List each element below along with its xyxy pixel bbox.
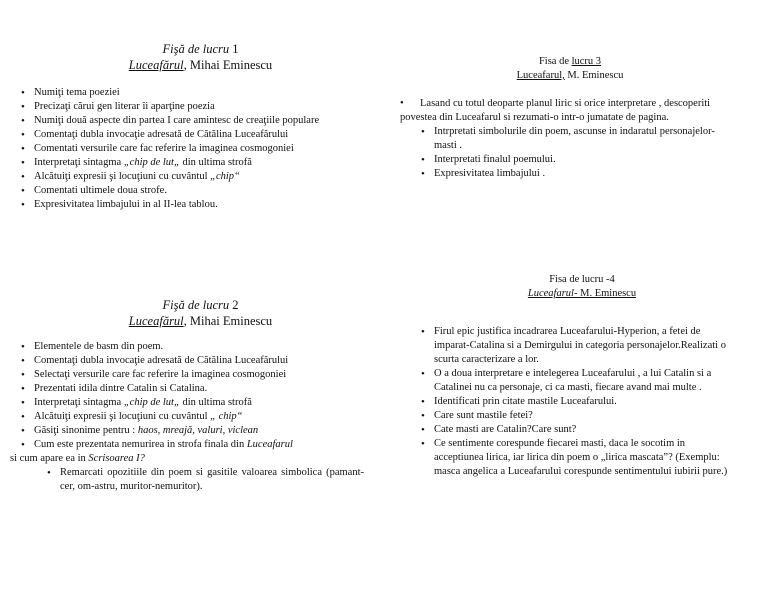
list-item: • Alcătuiţi expresii şi locuţiuni cu cuvântul „ chip“ <box>18 410 383 424</box>
list-item: • Cate masti are Catalin?Care sunt? <box>418 423 736 437</box>
list-item: • Comentaţi dubla invocaţie adresată de Cătălina Luceafărului <box>18 128 383 142</box>
worksheet-4-list <box>418 325 736 479</box>
worksheet-3-author: M. Eminescu <box>564 70 624 81</box>
worksheet-4-title: Fisa de lucru -4 <box>549 274 615 285</box>
worksheet-2-list <box>18 340 383 452</box>
worksheet-2-author: , Mihai Eminescu <box>183 314 273 328</box>
worksheet-3-title: Fisa de <box>538 56 572 67</box>
worksheet-2-header <box>18 298 383 328</box>
list-item: • Cum este prezentata nemurirea in strofa finala din Luceafarul <box>18 438 383 452</box>
worksheet-3-work: Luceafarul, <box>516 70 565 81</box>
worksheet-2 <box>10 298 383 494</box>
list-item: • Numiţi tema poeziei <box>18 86 383 100</box>
list-item: • Precizaţi cărui gen literar îi aparţine poezia <box>18 100 383 114</box>
list-item: • Interpretaţi sintagma „chip de lut„ din ultima strofă <box>18 156 383 170</box>
worksheet-1-author: , Mihai Eminescu <box>183 58 273 72</box>
worksheet-2-title: Fişă de lucru <box>162 298 230 312</box>
list-item: • Ce sentimente corespunde fiecarei masti, daca le socotim in acceptiunea lirica, iar lirica din poem o „lirica mascata”? (Exemplu: masca angelica a Luceafarului corespunde sentimentului iubirii pure.) <box>418 437 736 479</box>
worksheet-3-number: lucru 3 <box>571 56 602 67</box>
list-item: • Prezentati idila dintre Catalin si Catalina. <box>18 382 383 396</box>
worksheet-1 <box>18 42 383 212</box>
worksheet-1-list <box>18 86 383 212</box>
list-item: • Comentati ultimele doua strofe. <box>18 184 383 198</box>
list-item: • Identificati prin citate mastile Luceafarului. <box>418 395 736 409</box>
worksheet-1-title: Fişă de lucru <box>162 42 230 56</box>
worksheet-3 <box>400 55 730 181</box>
worksheet-1-work: Luceafărul <box>128 58 184 72</box>
worksheet-3-list <box>418 125 728 181</box>
bullet: • <box>400 98 404 109</box>
list-item: • Numiţi două aspecte din partea I care amintesc de creaţiile populare <box>18 114 383 128</box>
list-item: • Firul epic justifica incadrarea Luceafarului-Hyperion, a fetei de imparat-Catalina si a Demirgului in categoria personajelor.Realizati o scurta caracterizare a lor. <box>418 325 736 367</box>
list-item: • Comentati versurile care fac referire la imaginea cosmogoniei <box>18 142 383 156</box>
list-item: • Elementele de basm din poem. <box>18 340 383 354</box>
worksheet-2-continuation: si cum apare ea in Scrisoarea I? <box>10 453 145 464</box>
worksheet-2-work: Luceafărul <box>128 314 184 328</box>
list-item: • Găsiţi sinonime pentru : haos, mreajă, valuri, viclean <box>18 424 383 438</box>
worksheet-3-header <box>400 55 730 83</box>
list-item: • Care sunt mastile fetei? <box>418 409 736 423</box>
worksheet-2-number: 2 <box>229 298 239 312</box>
worksheet-4-work: Luceafarul <box>527 288 574 299</box>
worksheet-1-header <box>18 42 383 72</box>
worksheet-3-first-item: • Lasand cu totul deoparte planul liric si orice interpretare , descoperiti povestea din Luceafarul si rezumati-o intr-o jumatate de pagina. <box>400 98 711 123</box>
worksheet-4-author: - M. Eminescu <box>573 288 637 299</box>
list-item: • Alcătuiţi expresii şi locuţiuni cu cuvântul „chip“ <box>18 170 383 184</box>
worksheet-2-sublist <box>44 466 364 494</box>
list-item: • Comentaţi dubla invocaţie adresată de Cătălina Luceafărului <box>18 354 383 368</box>
list-item: • Expresivitatea limbajului . <box>418 167 728 181</box>
list-item: • Interpretaţi sintagma „chip de lut„ din ultima strofă <box>18 396 383 410</box>
list-item: • Expresivitatea limbajului in al II-lea tablou. <box>18 198 383 212</box>
list-item: • Interpretati finalul poemului. <box>418 153 728 167</box>
list-item: • Intrpretati simbolurile din poem, ascunse in indaratul personajelor- masti . <box>418 125 728 153</box>
worksheet-1-number: 1 <box>229 42 239 56</box>
worksheet-4 <box>418 273 736 479</box>
worksheet-4-header <box>418 273 736 301</box>
list-item: • Remarcati opozitiile din poem si gasitile valoarea simbolica (pamant-cer, om-astru, muritor-nemuritor). <box>44 466 364 494</box>
list-item: • O a doua interpretare e intelegerea Luceafarului , a lui Catalin si a Catalinei nu ca personaje, ci ca masti, fiecare avand mai multe . <box>418 367 736 395</box>
list-item: • Selectaţi versurile care fac referire la imaginea cosmogoniei <box>18 368 383 382</box>
